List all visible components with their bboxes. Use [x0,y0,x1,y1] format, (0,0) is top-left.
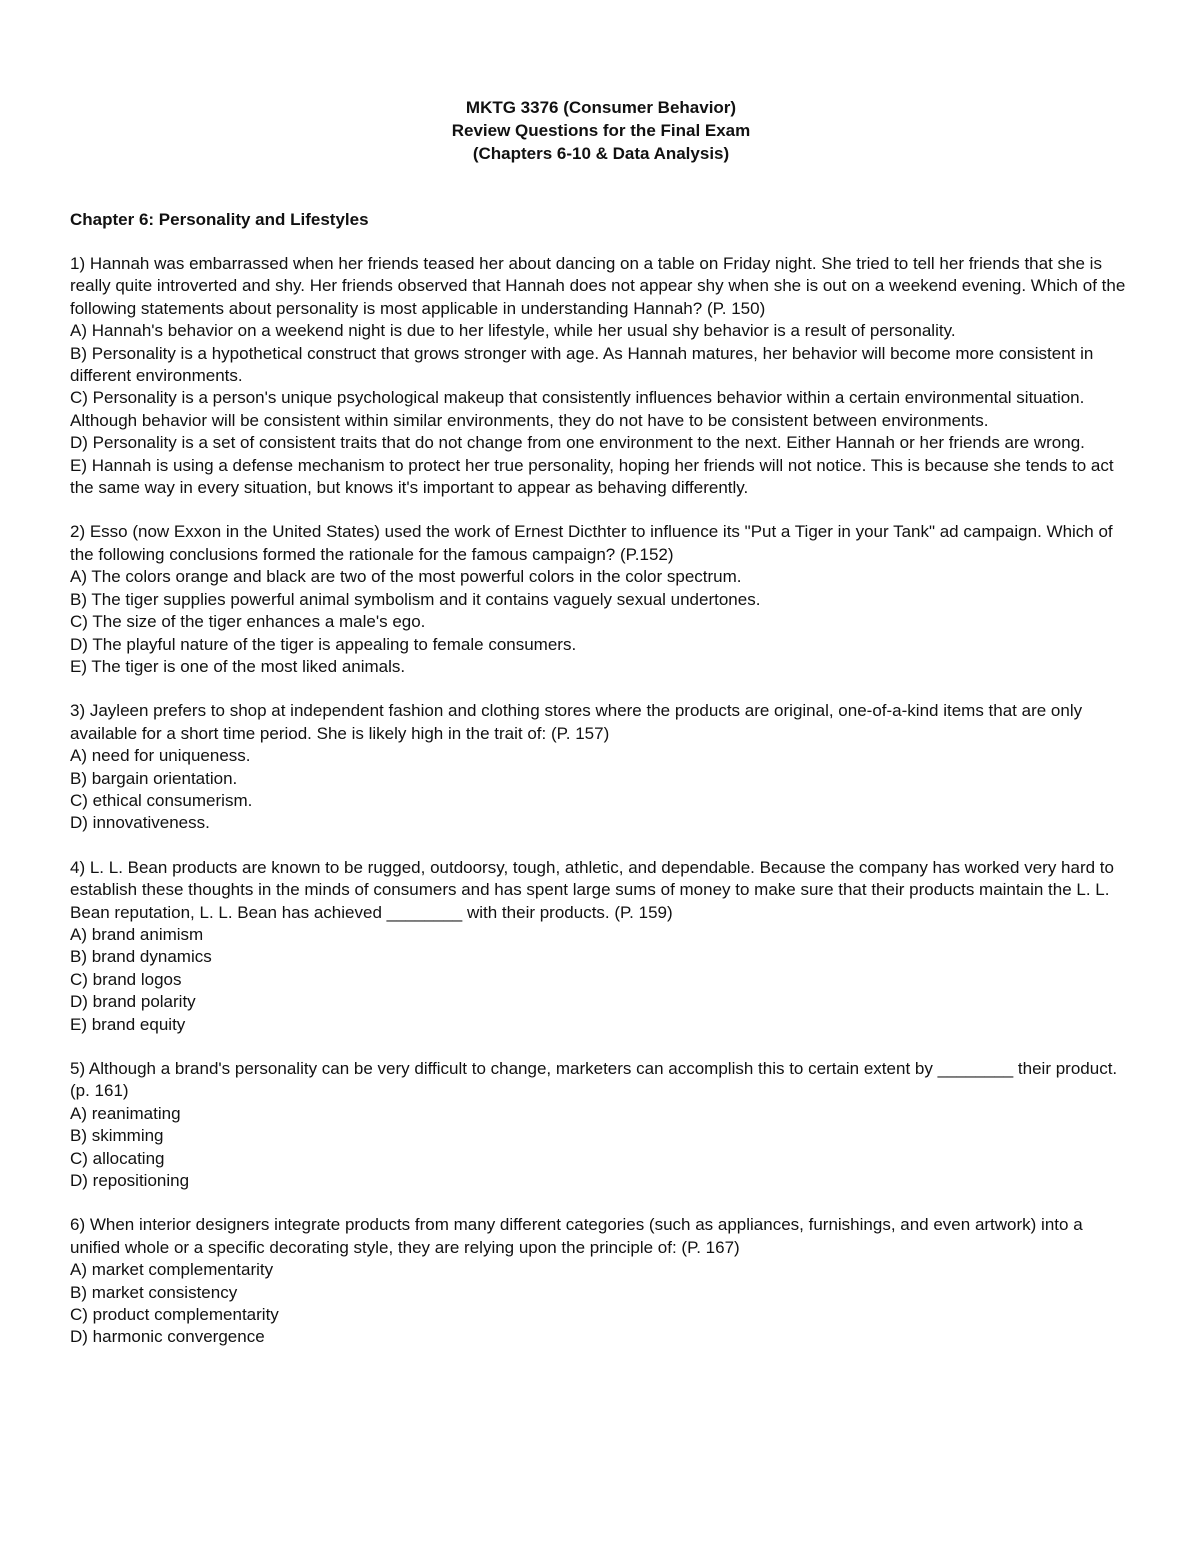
question-text: 3) Jayleen prefers to shop at independent fashion and clothing stores where the products are original, one-of-a-kind items that are only available for a short time period. She is likely high in the trait of: (P. 157) [70,701,1083,743]
chapter-heading: Chapter 6: Personality and Lifestyles [70,210,369,229]
answer-option: A) reanimating [70,1103,181,1123]
answer-option: D) innovativeness. [70,813,210,833]
answer-option: B) Personality is a hypothetical construct that grows stronger with age. As Hannah matures, her behavior will become more consistent in different environments. [70,343,1094,386]
question-item [70,253,1132,499]
course-title: MKTG 3376 (Consumer Behavior) [465,98,737,117]
answer-option: C) brand logos [70,969,182,989]
answer-option: A) The colors orange and black are two of the most powerful colors in the color spectrum. [70,567,742,587]
document-title: Review Questions for the Final Exam [451,121,751,140]
answer-option: C) ethical consumerism. [70,790,253,810]
question-list [70,253,1132,1349]
answer-option: B) The tiger supplies powerful animal symbolism and it contains vaguely sexual undertones. [70,589,761,609]
answer-option: D) repositioning [70,1171,190,1191]
question-text: 2) Esso (now Exxon in the United States) used the work of Ernest Dicthter to influence its "Put a Tiger in your Tank" ad campaign. Which of the following conclusions formed the rationale for the famous campaign? (P.152) [70,522,1113,564]
answer-option: D) The playful nature of the tiger is appealing to female consumers. [70,634,577,654]
answer-option: A) market complementarity [70,1260,274,1280]
document-page [70,96,1132,1371]
answer-option: C) allocating [70,1148,165,1168]
answer-option: B) skimming [70,1126,164,1146]
question-text: 6) When interior designers integrate products from many different categories (such as appliances, furnishings, and even artwork) into a unified whole or a specific decorating style, they are relying upon the principle of: (P. 167) [70,1215,1083,1257]
answer-option: D) Personality is a set of consistent traits that do not change from one environment to the next. Either Hannah or her friends are wrong. [70,433,1085,453]
question-item [70,857,1132,1036]
question-text: 4) L. L. Bean products are known to be rugged, outdoorsy, tough, athletic, and dependable. Because the company has worked very hard to establish these thoughts in the minds of consumers and has spent large sums of money to make sure that their products maintain the L. L. Bean reputation, L. L. Bean has achieved ________ with their products. (P. 159) [70,857,1114,922]
document-header [70,96,1132,165]
answer-option: E) brand equity [70,1014,186,1034]
answer-option: A) need for uniqueness. [70,746,251,766]
answer-option: A) brand animism [70,924,204,944]
answer-option: A) Hannah's behavior on a weekend night is due to her lifestyle, while her usual shy behavior is a result of personality. [70,321,956,341]
answer-option: C) product complementarity [70,1305,279,1325]
question-text: 1) Hannah was embarrassed when her friends teased her about dancing on a table on Friday night. She tried to tell her friends that she is really quite introverted and shy. Her friends observed that Hannah does not appear shy when she is out on a weekend evening. Which of the following statements about personality is most applicable in understanding Hannah? (P. 150) [70,254,1126,318]
answer-option: E) The tiger is one of the most liked animals. [70,656,406,676]
document-subtitle: (Chapters 6-10 & Data Analysis) [472,144,730,163]
answer-option: B) market consistency [70,1282,238,1302]
answer-option: D) brand polarity [70,992,196,1012]
question-item [70,1214,1132,1348]
question-text: 5) Although a brand's personality can be very difficult to change, marketers can accomplish this to certain extent by ________ their product. (p. 161) [70,1059,1118,1101]
answer-option: E) Hannah is using a defense mechanism to protect her true personality, hoping her friends will not notice. This is because she tends to act the same way in every situation, but knows it's important to appear as behaving differently. [70,455,1114,498]
answer-option: D) harmonic convergence [70,1327,265,1347]
answer-option: B) bargain orientation. [70,768,238,788]
answer-option: C) Personality is a person's unique psychological makeup that consistently influences behavior within a certain environmental situation. Although behavior will be consistent within similar environments, they do not have to be consistent between environments. [70,388,1085,430]
question-item [70,700,1132,834]
answer-option: C) The size of the tiger enhances a male's ego. [70,612,426,632]
answer-option: B) brand dynamics [70,947,212,967]
question-item [70,521,1132,678]
question-item [70,1058,1132,1192]
